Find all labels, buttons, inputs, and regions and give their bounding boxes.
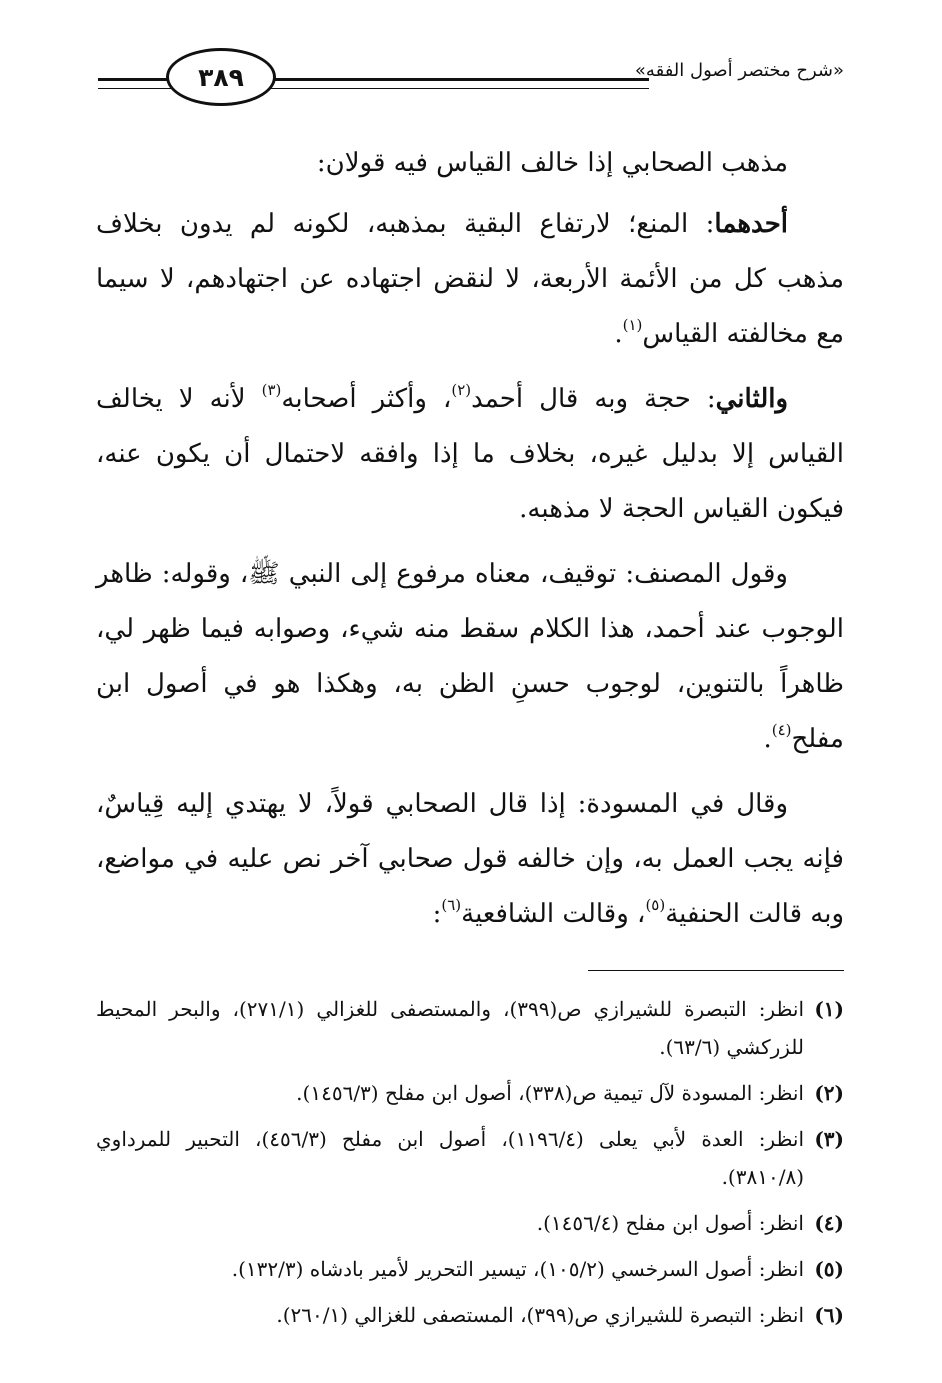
- footnote-item: [96, 1074, 844, 1112]
- footnote-text: انظر: العدة لأبي يعلى (١١٩٦/٤)، أصول ابن مفلح (٤٥٦/٣)، التحبير للمرداوي (٣٨١٠/٨).: [96, 1127, 804, 1189]
- paragraph-text: مذهب الصحابي إذا خالف القياس فيه قولان:: [316, 148, 788, 178]
- footnote-separator: [588, 970, 844, 971]
- paragraph-intro: [96, 136, 844, 191]
- paragraph-text: : المنع؛ لارتفاع البقية بمذهبه، لكونه لم يدون بخلاف مذهب كل من الأئمة الأربعة، لا لنقض اجتهاده عن اجتهادهم، لا سيما مع مخالفته القياس: [96, 209, 844, 349]
- paragraph-musawwada: [96, 777, 844, 942]
- paragraph-text: وقال في المسودة: إذا قال الصحابي قولاً، لا يهتدي إليه قِياسٌ، فإنه يجب العمل به، وإن خالفه قول صحابي آخر نص عليه في مواضع، وبه قالت الحنفية: [96, 789, 844, 929]
- paragraph-text: ، وأكثر أصحابه: [281, 384, 452, 414]
- footnote-ref[interactable]: (٣): [261, 381, 282, 399]
- footnote-text: انظر: أصول السرخسي (١٠٥/٢)، تيسير التحرير لأمير بادشاه (١٣٢/٣).: [231, 1257, 804, 1281]
- footnote-number: (٣): [814, 1127, 844, 1151]
- footnote-number: (٢): [814, 1081, 844, 1105]
- header-rule-left: [98, 78, 176, 89]
- footnote-text: انظر: أصول ابن مفلح (١٤٥٦/٤).: [536, 1211, 804, 1235]
- footnote-item: [96, 1296, 844, 1334]
- paragraph-text: وقول المصنف: توقيف، معناه مرفوع إلى النبي ﷺ، وقوله: ظاهر الوجوب عند أحمد، هذا الكلام سقط منه شيء، وصوابه فيما ظهر لي، ظاهراً بالتنوين، لوجوب حسنِ الظن به، وهكذا هو في أصول ابن مفلح: [96, 559, 844, 754]
- footnote-item: [96, 1250, 844, 1288]
- footnote-text: انظر: التبصرة للشيرازي ص(٣٩٩)، والمستصفى للغزالي (٢٧١/١)، والبحر المحيط للزركشي (٦٣/٦).: [96, 997, 804, 1059]
- paragraph-text: لأنه لا يخالف القياس إلا بدليل غيره، بخلاف ما إذا وافقه لاحتمال أن يكون عنه، فيكون القياس الحجة لا مذهبه.: [96, 384, 844, 524]
- paragraph-text: .: [614, 319, 623, 349]
- paragraph-text: ، وقالت الشافعية: [461, 899, 646, 929]
- paragraph-text: :: [432, 899, 442, 929]
- main-text: [96, 136, 844, 952]
- footnote-number: (٤): [814, 1211, 844, 1235]
- footnote-item: [96, 1120, 844, 1196]
- footnote-item: [96, 990, 844, 1066]
- footnote-number: (١): [814, 997, 844, 1021]
- footnote-ref[interactable]: (١): [622, 316, 643, 334]
- footnote-ref[interactable]: (٥): [645, 896, 666, 914]
- footnote-text: انظر: التبصرة للشيرازي ص(٣٩٩)، المستصفى للغزالي (٢٦٠/١).: [276, 1303, 804, 1327]
- header-rule-right: [265, 78, 649, 89]
- footnote-item: [96, 1204, 844, 1242]
- paragraph-text: .: [763, 724, 772, 754]
- page-number: ٣٨٩: [166, 48, 276, 106]
- paragraph-lead: والثاني: [715, 384, 789, 414]
- footnote-ref[interactable]: (٦): [441, 896, 462, 914]
- paragraph-author-statement: [96, 547, 844, 767]
- page-header: [98, 44, 844, 110]
- footnote-number: (٥): [814, 1257, 844, 1281]
- paragraph-text: : حجة وبه قال أحمد: [471, 384, 716, 414]
- paragraph-lead: أحدهما: [714, 209, 788, 239]
- footnote-number: (٦): [814, 1303, 844, 1327]
- footnote-text: انظر: المسودة لآل تيمية ص(٣٣٨)، أصول ابن مفلح (١٤٥٦/٣).: [296, 1081, 804, 1105]
- footnote-ref[interactable]: (٢): [451, 381, 472, 399]
- footnotes: [96, 990, 844, 1342]
- paragraph-first-opinion: [96, 197, 844, 362]
- running-title: «شرح مختصر أصول الفقه»: [634, 60, 844, 81]
- footnote-ref[interactable]: (٤): [771, 721, 792, 739]
- paragraph-second-opinion: [96, 372, 844, 537]
